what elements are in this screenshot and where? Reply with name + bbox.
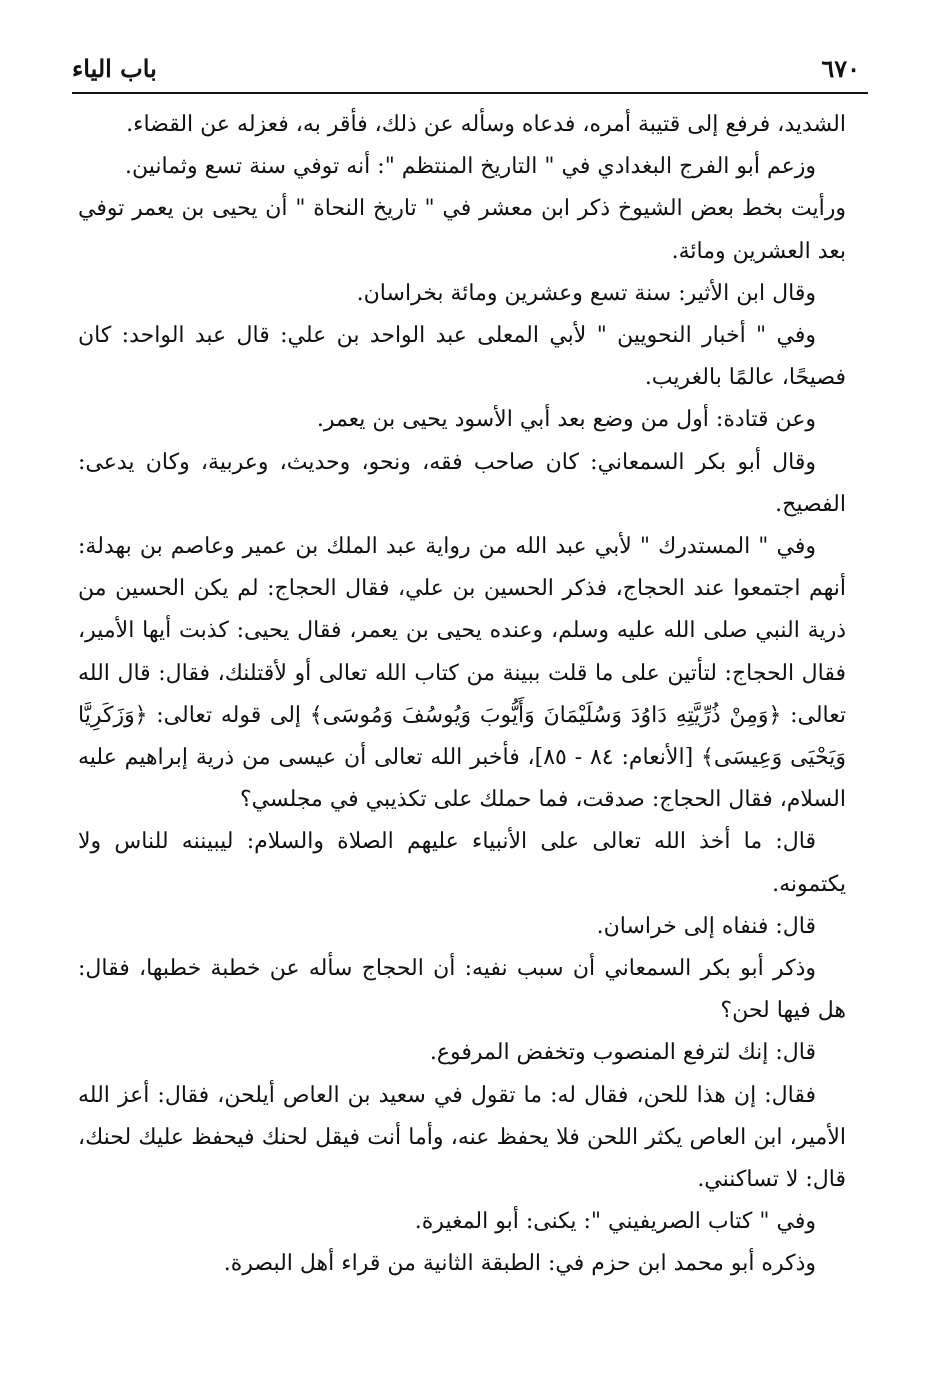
paragraph: وفي " كتاب الصريفيني ": يكنى: أبو المغيرة. [414, 1209, 816, 1235]
paragraph: وذكره أبو محمد ابن حزم في: الطبقة الثانية من قراء أهل البصرة. [223, 1251, 816, 1277]
paragraph: وعن قتادة: أول من وضع بعد أبي الأسود يحيى بن يعمر. [316, 407, 816, 433]
paragraph: وذكر أبو بكر السمعاني أن سبب نفيه: أن الحجاج سأله عن خطبة خطبها، فقال: هل فيها لحن؟ [78, 956, 846, 1024]
paragraph: وقال ابن الأثير: سنة تسع وعشرين ومائة بخراسان. [356, 280, 816, 306]
paragraph: وقال أبو بكر السمعاني: كان صاحب فقه، ونحو، وحديث، وعربية، وكان يدعى: الفصيح. [78, 449, 846, 517]
chapter-title: باب الياء [72, 54, 157, 83]
paragraph: قال: ما أخذ الله تعالى على الأنبياء عليهم الصلاة والسلام: ليبيننه للناس ولا يكتمونه. [78, 829, 846, 897]
paragraph: قال: فنفاه إلى خراسان. [596, 913, 816, 939]
paragraph: فقال: إن هذا للحن، فقال له: ما تقول في سعيد بن العاص أيلحن، فقال: أعز الله الأمير، ابن العاص يكثر اللحن فلا يحفظ عنه، وأما أنت فيقل لحنك فيحفظ عليك لحنك، قال: لا تساكنني. [78, 1082, 846, 1193]
page-number: ٦٧٠ [821, 54, 860, 83]
paragraph: قال: إنك لترفع المنصوب وتخفض المرفوع. [429, 1040, 816, 1066]
paragraph: ورأيت بخط بعض الشيوخ ذكر ابن معشر في " تاريخ النحاة " أن يحيى بن يعمر توفي بعد العشرين ومائة. [78, 196, 846, 264]
paragraph: وفي " أخبار النحويين " لأبي المعلى عبد الواحد بن علي: قال عبد الواحد: كان فصيحًا، عالمًا بالغريب. [78, 323, 846, 391]
paragraph: وزعم أبو الفرج البغدادي في " التاريخ المنتظم ": أنه توفي سنة تسع وثمانين. [124, 154, 816, 180]
header-rule [72, 92, 868, 94]
page-header [62, 52, 870, 88]
paragraph: وفي " المستدرك " لأبي عبد الله من رواية عبد الملك بن عمير وعاصم بن بهدلة: أنهم اجتمعوا عند الحجاج، فذكر الحسين بن علي، فقال الحجاج: لم يكن الحسين من ذرية النبي صلى الله عليه وسلم، وعنده يحيى بن يعمر، فقال يحيى: كذبت أيها الأمير، فقال الحجاج: لتأتين على ما قلت ببينة من كتاب الله تعالى أو لأقتلنك، فقال: قال الله تعالى: ﴿وَمِنْ ذُرِّيَّتِهِ دَاوُدَ وَسُلَيْمَانَ وَأَيُّوبَ وَيُوسُفَ وَمُوسَى﴾ إلى قوله تعالى: ﴿وَزَكَرِيَّا وَيَحْيَى وَعِيسَى﴾ [الأنعام: ٨٤ - ٨٥]، فأخبر الله تعالى أن عيسى من ذرية إبراهيم عليه السلام، فقال الحجاج: صدقت، فما حملك على تكذيبي في مجلسي؟ [78, 534, 847, 813]
paragraph: الشديد، فرفع إلى قتيبة أمره، فدعاه وسأله عن ذلك، فأقر به، فعزله عن القضاء. [126, 112, 846, 137]
body-text [78, 104, 846, 1286]
